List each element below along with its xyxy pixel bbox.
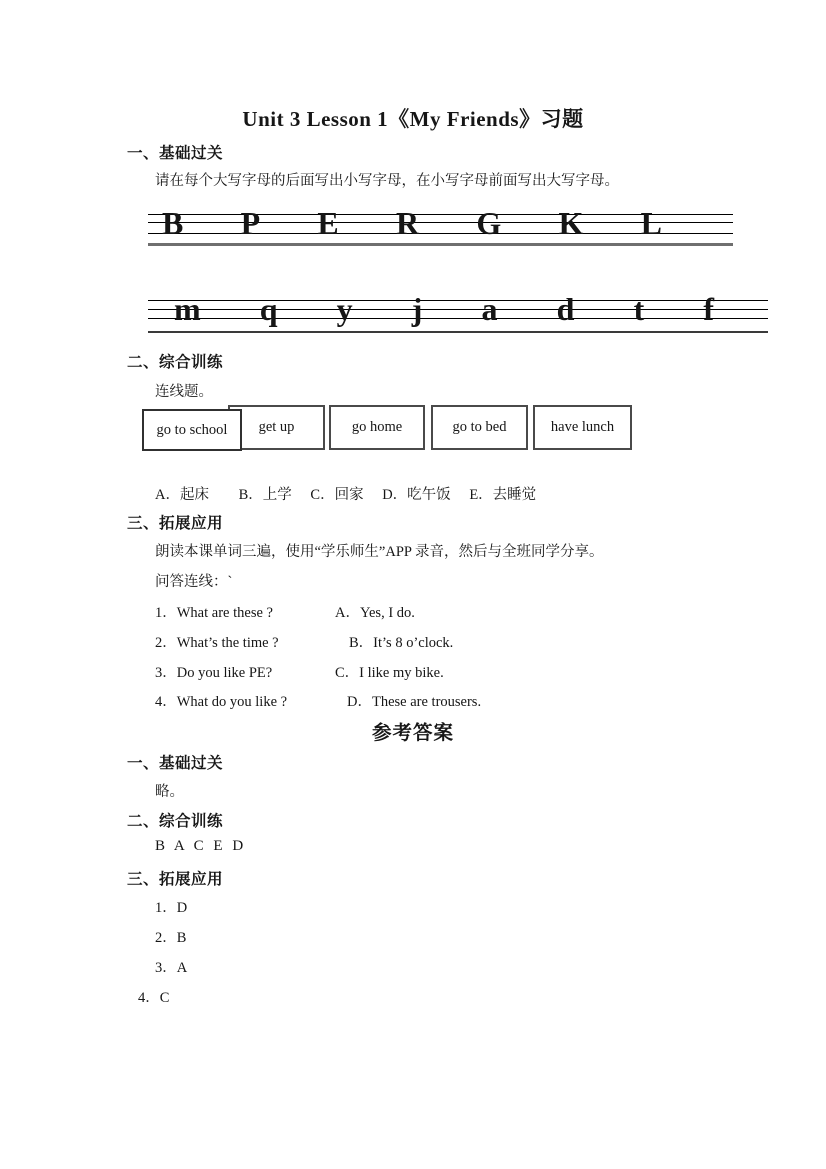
phrase-box-go-home [329, 405, 425, 450]
matching-options-line [155, 483, 536, 504]
answer-key-item: 3．A [155, 960, 188, 976]
phrase-box-get-up [228, 405, 325, 450]
section3-subheading: 问答连线：` [155, 574, 233, 590]
staff-line [148, 331, 768, 333]
qa-question: 4．What do you like ? [155, 694, 288, 710]
qa-question: 3．Do you like PE? [155, 665, 273, 681]
option-item: B．上学 [238, 487, 292, 503]
section3-heading: 三、拓展应用 [127, 515, 224, 532]
phrase-box-have-lunch [533, 405, 632, 450]
answer-key-section1-heading: 一、基础过关 [127, 755, 224, 772]
staff-letter: j [411, 291, 423, 327]
staff-letter: R [395, 205, 420, 241]
answer-key-item: 2．B [155, 930, 187, 946]
section1-heading: 一、基础过关 [127, 145, 224, 162]
option-item: E．去睡觉 [469, 487, 537, 503]
staff-letter: L [640, 205, 662, 241]
answer-key-section1-answer: 略。 [155, 784, 184, 800]
uppercase-letters-row [162, 205, 662, 241]
staff-letter: B [162, 205, 184, 241]
option-item: D．吃午饭 [382, 487, 451, 503]
staff-letter: t [633, 291, 645, 327]
phrase-box-label: go to bed [452, 419, 507, 435]
answer-key-item: 1．D [155, 900, 188, 916]
phrase-box-label: go home [351, 419, 403, 435]
answer-key-section3-heading: 三、拓展应用 [127, 871, 224, 888]
staff-letter: a [481, 291, 498, 327]
staff-letter: P [240, 205, 261, 241]
staff-line [148, 243, 733, 246]
answer-key-section2-answer: B A C E D [155, 838, 247, 854]
lowercase-letter-staff [148, 287, 768, 339]
staff-letter: G [476, 205, 502, 241]
section2-subheading: 连线题。 [155, 384, 213, 400]
option-item: C．回家 [310, 487, 364, 503]
phrase-box-label: go to school [156, 421, 228, 438]
staff-letter: q [259, 291, 278, 327]
staff-letter: f [703, 291, 714, 327]
answer-key-section2-heading: 二、综合训练 [127, 813, 224, 830]
phrase-box-go-to-school [142, 409, 242, 451]
staff-letter: d [556, 291, 575, 327]
phrase-box-label: get up [258, 419, 295, 435]
staff-letter: K [558, 205, 584, 241]
qa-answer: D．These are trousers. [347, 694, 482, 710]
option-item: A．起床 [155, 487, 209, 503]
section3-instruction: 朗读本课单词三遍，使用“学乐师生”APP 录音，然后与全班同学分享。 [155, 544, 604, 560]
page-title: Unit 3 Lesson 1《My Friends》习题 [242, 107, 584, 131]
staff-letter: E [317, 205, 339, 241]
phrase-box-go-to-bed [431, 405, 528, 450]
phrase-box-label: have lunch [550, 419, 615, 435]
section1-instruction: 请在每个大写字母的后面写出小写字母，在小写字母前面写出大写字母。 [155, 173, 619, 189]
staff-letter: m [174, 291, 201, 327]
staff-letter: y [336, 291, 353, 327]
qa-answer: C．I like my bike. [335, 665, 444, 681]
lowercase-letters-row [174, 291, 714, 327]
section2-heading: 二、综合训练 [127, 354, 224, 371]
qa-answer: A．Yes, I do. [335, 605, 415, 621]
qa-question: 2．What’s the time ? [155, 635, 279, 651]
qa-answer: B．It’s 8 o’clock. [349, 635, 454, 651]
answer-key-item: 4．C [138, 990, 170, 1006]
qa-question: 1．What are these ? [155, 605, 273, 621]
uppercase-letter-staff [148, 200, 733, 250]
answer-key-title: 参考答案 [371, 722, 454, 744]
